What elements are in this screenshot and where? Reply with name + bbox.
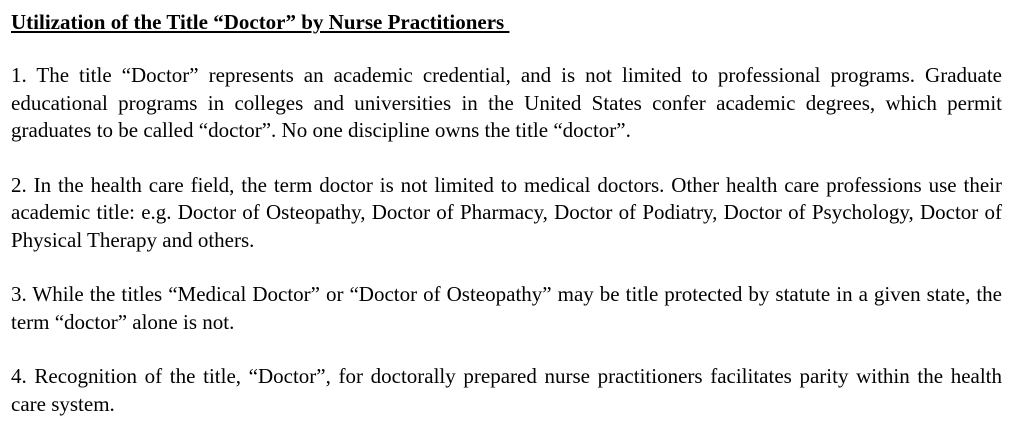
paragraph-3: 3. While the titles “Medical Doctor” or “Doctor of Osteopathy” may be title protected by statute in a given state, the term “doctor” alone is not. [11, 282, 1002, 334]
paragraph-2: 2. In the health care field, the term doctor is not limited to medical doctors. Other health care professions use their academic title: e.g. Doctor of Osteopathy, Doctor of Pharmacy, Doctor of Podiatry, Doctor of Psychology, Doctor of Physical Therapy and others. [11, 172, 1002, 252]
paragraph-4: 4. Recognition of the title, “Doctor”, for doctorally prepared nurse practitioners facilitates parity within the health care system. [11, 364, 1002, 416]
document-title: Utilization of the Title “Doctor” by Nurse Practitioners [11, 10, 510, 34]
document-body [11, 8, 1002, 418]
paragraph-1: 1. The title “Doctor” represents an academic credential, and is not limited to professional programs. Graduate educational programs in colleges and universities in the United States confer academic degrees, which permit graduates to be called “doctor”. No one discipline owns the title “doctor”. [11, 63, 1002, 142]
